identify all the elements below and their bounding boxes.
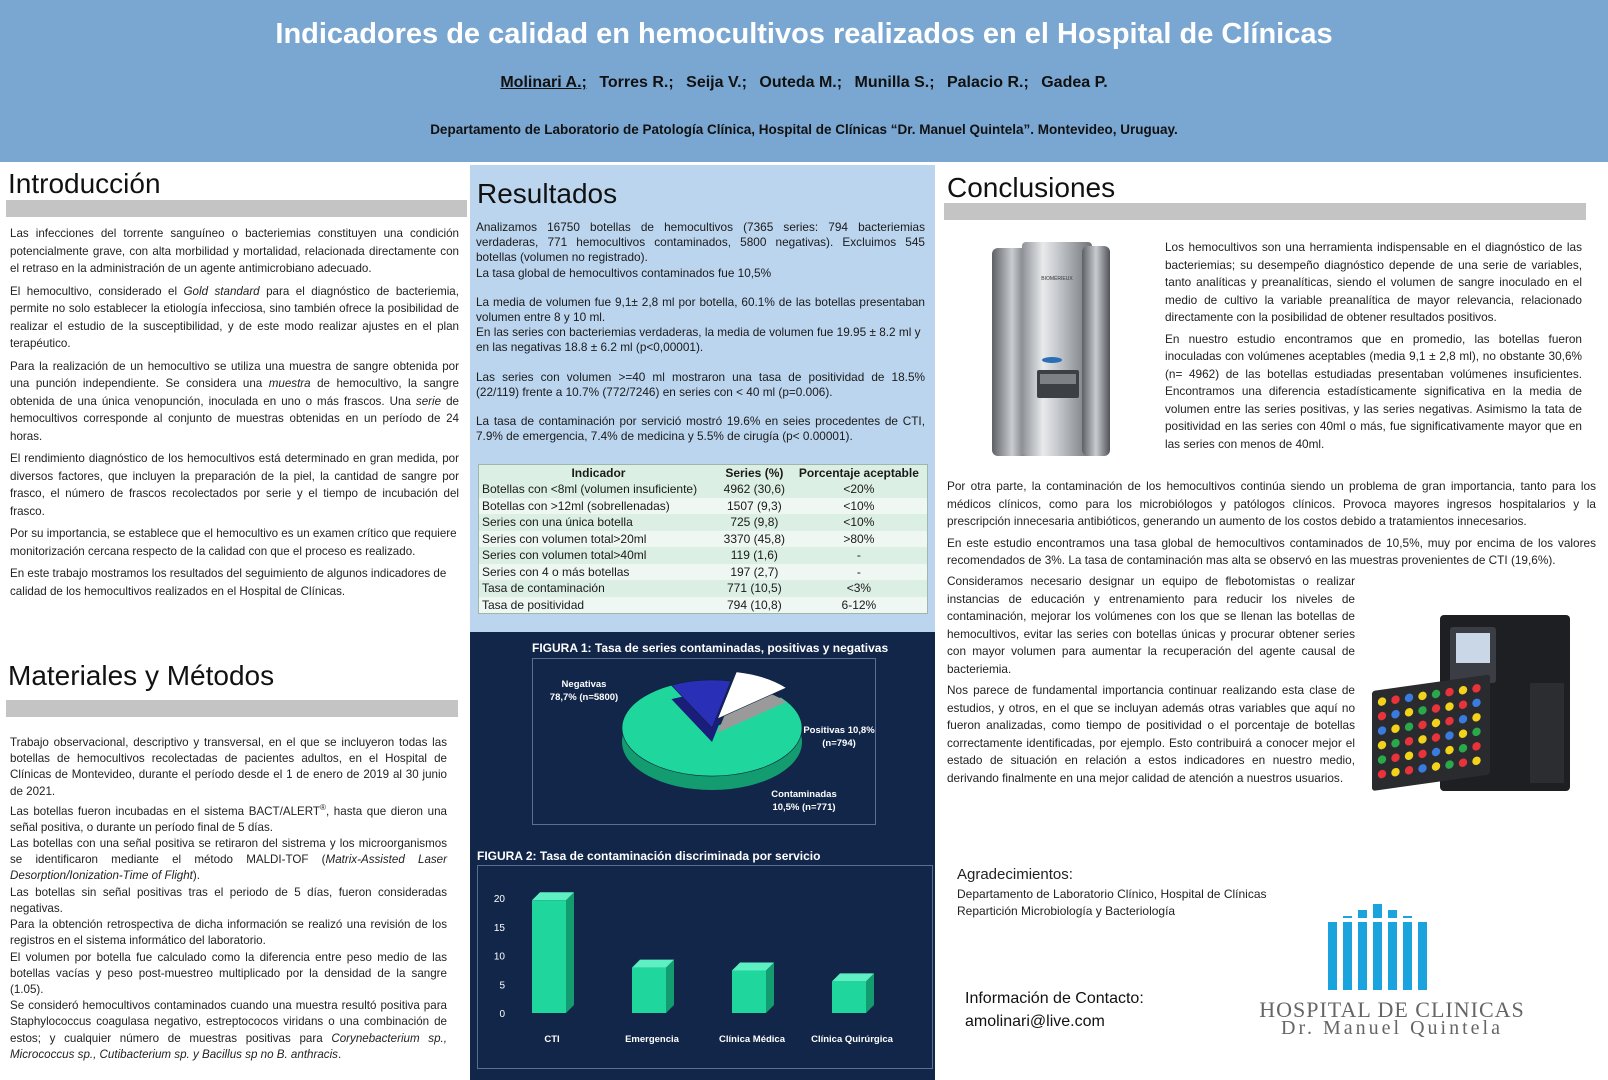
y-tick-label: 20 <box>493 894 505 905</box>
methods-paragraph: Para la obtención retrospectiva de dicha información se realizó una revisión de los registros en el sistema informático del laboratorio. <box>10 918 447 948</box>
table-cell: Series con volumen total>20ml <box>482 531 647 546</box>
x-tick-label: Emergencia <box>625 1034 679 1045</box>
table-cell: 3370 (45,8) <box>723 531 786 546</box>
intro-paragraph: El hemocultivo, considerado el Gold standard para el diagnóstico de bacteriemia, permite no solo establecer la etiología infecciosa, sino también ofrece la posibilidad de realizar el estudio de la susceptibilidad, y de este modo realizar ajustes en el plan terapéutico. <box>10 284 459 350</box>
intro-body <box>10 225 459 605</box>
results-paragraph: En las series con bacteriemias verdaderas, la media de volumen fue 19.95 ± 8.2 ml y en las negativas 18.8 ± 6.2 ml (p<0,00001). <box>476 325 921 355</box>
machine-brand-label: BIOMÉRIEUX <box>1041 276 1073 282</box>
conclusions-paragraph: Los hemocultivos son una herramienta indispensable en el diagnóstico de las bacteriemias; su desempeño diagnóstico depende de una serie de variables, tanto analíticas y preanalíticas, siendo el volumen de sangre inoculado en el medio de cultivo la variable preanalítica de mayor relevancia, relacionado directamente con la posibilidad de obtener resultados positivos. <box>1165 240 1582 324</box>
affiliation: Departamento de Laboratorio de Patología Clínica, Hospital de Clínicas “Dr. Manuel Quintela”. Montevideo, Uruguay. <box>430 122 1178 137</box>
author-list <box>0 74 1608 92</box>
intro-paragraph: En este trabajo mostramos los resultados del seguimiento de algunos indicadores de calidad de los hemocultivos realizados en el Hospital de Clínicas. <box>10 567 447 598</box>
y-axis-ticks <box>494 894 506 1020</box>
conclusions-paragraph: Nos parece de fundamental importancia continuar realizando esta clase de estudios, y otros, en el que se incluyan además otras variables que aquí no fueron analizadas, como tiempo de positividad o el porcentaje de botellas correctamente identificadas, por ejemplo. Esto contribuirá a conocer mejor el estado de situación en relación a estos indicadores en nuestro medio, derivando finalmente en una mejor calidad de atención a nuestros usuarios. <box>947 683 1355 785</box>
table-cell: - <box>856 548 861 562</box>
methods-divider <box>6 700 458 717</box>
acknowledgements <box>957 866 1267 920</box>
acknowledgements-line: Departamento de Laboratorio Clínico, Hospital de Clínicas <box>957 887 1267 901</box>
table-cell: 6-12% <box>841 597 877 612</box>
methods-paragraph: Las botellas con una señal positiva se retiraron del sistrema y los microorganismos se identificaron mediante el método MALDI-TOF (Matrix-Assisted Laser Desorption/Ionization-Time of Flight). <box>10 837 447 883</box>
conclusions-divider <box>944 203 1586 220</box>
logo-bar <box>1373 904 1382 990</box>
figure1-title: FIGURA 1: Tasa de series contaminadas, positivas y negativas <box>532 641 889 655</box>
pie-slices <box>622 672 802 790</box>
figure1-pie-chart <box>532 658 877 826</box>
author: Outeda M.; <box>759 74 843 91</box>
table-cell: 4962 (30,6) <box>723 482 786 496</box>
methods-body <box>10 735 447 1063</box>
figure2-bar-chart <box>477 865 934 1070</box>
pie-sublabel-negativas: 78,7% (n=5800) <box>549 692 619 703</box>
table-cell: Tasa de positividad <box>482 597 585 612</box>
methods-paragraph: Las botellas sin señal positivas tras el periodo de 5 días, fueron consideradas negativas. <box>10 885 447 915</box>
x-axis-labels <box>544 1034 893 1045</box>
logo-bar <box>1328 922 1337 990</box>
bar <box>532 900 566 1013</box>
table-cell: 197 (2,7) <box>730 564 779 579</box>
x-tick-label: Clínica Médica <box>719 1034 785 1045</box>
bactalert-cabinet-image <box>982 240 1117 460</box>
author: Munilla S.; <box>854 74 935 91</box>
results-paragraph: Analizamos 16750 botellas de hemocultivos (7365 series: 794 bacteriemias verdaderas, 771 hemocultivos contaminados, 5800 negativas). Excluimos 545 botellas (volumen no registrado). <box>476 220 925 265</box>
conclusions-paragraph: Consideramos necesario designar un equipo de flebotomistas o realizar instancias de educación y entrenamiento para reducir los niveles de contaminación, mejorar los volúmenes con los que se llenan las botellas de hemocultivos, evitar las series con botellas únicas y procurar obtener series con mayor volumen para aumentar la recuperación del agente causal de bacteriemia. <box>947 574 1355 676</box>
table-row <box>479 580 928 597</box>
author: Gadea P. <box>1041 74 1108 91</box>
conclusions-title: Conclusiones <box>947 172 1116 203</box>
conclusions-body-middle <box>947 478 1596 574</box>
logo-text-line2: Dr. Manuel Quintela <box>1281 1017 1503 1039</box>
table-cell: <10% <box>843 515 875 529</box>
conclusions-paragraph: En nuestro estudio encontramos que en promedio, las botellas fueron inoculadas con volúmenes aceptables (media 9,1 ± 2,8 ml), no obstante 30,6% (n= 4962) de las botellas estudiadas presentaban volúmenes insuficientes. Encontramos una diferencia estadísticamente significativa en la media de volumen entre las series positivas, y las series negativas. Asimismo la tata de positividad en las series con 40ml o más, fue significativamente mayor que en las series con menos de 40ml. <box>1165 331 1582 451</box>
indicators-table <box>478 464 928 614</box>
table-row <box>479 498 928 515</box>
pie-sublabel-positivas: (n=794) <box>822 738 856 749</box>
results-paragraph: La tasa de contaminación por servició mostró 19.6% en seies procedentes de CTI, 7.9% de emergencia, 7.4% de medicina y 5.5% de cirugía (p< 0.00001). <box>476 414 925 444</box>
table-cell: <20% <box>843 482 875 496</box>
table-cell: Tasa de contaminación <box>482 581 605 595</box>
figure2-title: FIGURA 2: Tasa de contaminación discriminada por servicio <box>477 849 821 863</box>
contact-email: amolinari@live.com <box>965 1013 1105 1030</box>
table-cell: 794 (10,8) <box>726 597 782 612</box>
results-paragraph: La tasa global de hemocultivos contaminados fue 10,5% <box>476 265 772 280</box>
table-cell: 771 (10,5) <box>726 581 782 595</box>
intro-title: Introducción <box>8 168 161 199</box>
conclusions-body-bottom <box>947 573 1355 791</box>
y-tick-label: 10 <box>493 951 505 963</box>
methods-paragraph: Trabajo observacional, descriptivo y transversal, en el que se incluyeron todas las botellas de hemocultivos recolectadas de pacientes adultos, en el Hospital de Clínicas de Montevideo, durante el período desde el 1 de enero de 2019 al 30 junio de 2021. <box>10 736 447 798</box>
methods-paragraph: Se consideró hemocultivos contaminados cuando una muestra resultó positiva para Staphylococcus coagulasa negativo, estreptococos viridans o una combinación de estos; y cualquier número de muestras positivas para Corynebacterium sp., Micrococcus sp., Cutibacterium sp. y Bacillus sp no B. anthracis. <box>10 999 447 1061</box>
bar <box>732 970 766 1013</box>
bactalert-virtuo-image <box>1370 613 1572 793</box>
bar <box>632 968 666 1013</box>
methods-paragraph: El volumen por botella fue calculado como la diferencia entre peso medio de las botellas vacías y peso post-muestreo multiplicado por la densidad de la sangre (1.05). <box>10 950 447 996</box>
author: Torres R.; <box>599 74 674 91</box>
table-cell: 725 (9,8) <box>730 515 779 529</box>
pie-label-contaminadas: Contaminadas <box>771 789 837 800</box>
intro-paragraph: Para la realización de un hemocultivo se utiliza una muestra de sangre obtenida por una punción independiente. Se considera una muestra de hemocultivo, la sangre obtenida de una única venopunción, inoculada en uno o más frascos. Una serie de hemocultivos corresponde al conjunto de muestras obtenidas en un período de 24 horas. <box>10 359 459 443</box>
table-row <box>479 547 928 564</box>
poster-header <box>0 0 1608 162</box>
results-paragraph: Las series con volumen >=40 ml mostraron una tasa de positividad de 18.5% (22/119) frente a 10.7% (772/7246) en series con < 40 ml (p=0.006). <box>476 369 925 399</box>
bar <box>832 981 866 1013</box>
pie-sublabel-contaminadas: 10,5% (n=771) <box>772 802 836 813</box>
table-cell: 119 (1,6) <box>730 548 778 562</box>
intro-paragraph: El rendimiento diagnóstico de los hemocultivos está determinado en gran medida, por diversos factores, que incluyen la preparación de la piel, la cantidad de sangre por frasco, el número de frascos recolectados por serie y el tiempo de incubación del frasco. <box>10 452 459 518</box>
y-tick-label: 0 <box>499 1009 505 1020</box>
conclusions-paragraph: En este estudio encontramos una tasa global de hemocultivos contaminados de 10,5%, muy por encima de los valores recomendados de 3%. La tasa de contaminación mas alta se observó en las muestras provenientes de CTI (19,6%). <box>947 535 1596 567</box>
table-header-row <box>479 465 928 482</box>
table-cell: 1507 (9,3) <box>726 498 782 513</box>
table-cell: Botellas con <8ml (volumen insuficiente) <box>482 482 698 496</box>
acknowledgements-title: Agradecimientos: <box>957 866 1073 883</box>
table-cell: Series con una única botella <box>482 515 633 529</box>
pie-label-positivas: Positivas 10,8% <box>803 725 875 736</box>
pie-label-negativas: Negativas <box>561 679 607 690</box>
x-tick-label: Clínica Quirúrgica <box>811 1034 893 1045</box>
poster-title: Indicadores de calidad en hemocultivos realizados en el Hospital de Clínicas <box>275 18 1333 50</box>
results-title: Resultados <box>477 178 618 209</box>
hospital-logo <box>1240 900 1540 992</box>
table-row <box>479 481 928 498</box>
contact-info <box>965 987 1144 1033</box>
logo-bar <box>1403 916 1412 990</box>
author: Palacio R.; <box>946 74 1029 91</box>
logo-bars-icon <box>1320 904 1438 990</box>
logo-bar <box>1418 922 1427 990</box>
table-header: Indicador <box>571 466 626 480</box>
acknowledgements-line: Repartición Microbiología y Bacteriología <box>957 904 1176 918</box>
y-tick-label: 5 <box>499 980 505 992</box>
logo-bar <box>1343 916 1352 990</box>
methods-title: Materiales y Métodos <box>8 660 275 691</box>
bar-side <box>566 892 574 1013</box>
author: Molinari A.; <box>500 74 587 91</box>
intro-paragraph: Por su importancia, se establece que el hemocultivo es un examen crítico que requiere monitorización cercana respecto de la calidad con que el proceso es realizado. <box>10 527 457 558</box>
intro-paragraph: Las infecciones del torrente sanguíneo o bacteriemias constituyen una condición potencialmente grave, con alta morbilidad y mortalidad, relacionada directamente con el retraso en la administración de un agente antimicrobiano adecuado. <box>10 227 459 275</box>
bars <box>532 892 874 1013</box>
table-row <box>479 564 928 581</box>
table-header: Porcentaje aceptable <box>798 466 919 480</box>
table-cell: - <box>856 564 861 579</box>
logo-stripe <box>1320 918 1438 922</box>
bar-side <box>766 962 774 1013</box>
table-row <box>479 531 928 548</box>
table-cell: Botellas con >12ml (sobrellenadas) <box>482 498 670 513</box>
logo-text-line1: HOSPITAL DE CLINICAS <box>1259 997 1525 1022</box>
x-tick-label: CTI <box>544 1034 560 1045</box>
table-cell: <3% <box>846 581 872 595</box>
bar-side <box>666 960 674 1013</box>
intro-divider <box>6 200 467 217</box>
table-cell: >80% <box>843 531 875 546</box>
results-paragraph: La media de volumen fue 9,1± 2,8 ml por botella, 60.1% de las botellas presentaban volumen entre 8 y 10 ml. <box>476 294 925 325</box>
results-body <box>476 220 925 444</box>
methods-paragraph: Las botellas fueron incubadas en el sistema BACT/ALERT®, hasta que dieron una señal positiva, o durante un período final de 5 días. <box>10 802 447 834</box>
table-cell: Series con 4 o más botellas <box>482 564 630 579</box>
table-cell: Series con volumen total>40ml <box>482 548 647 562</box>
table-row <box>479 514 928 531</box>
author: Seija V.; <box>686 74 747 91</box>
table-row <box>479 597 928 614</box>
table-header: Series (%) <box>725 466 784 480</box>
contact-title: Información de Contacto: <box>965 990 1144 1007</box>
conclusions-body-top <box>1165 239 1582 457</box>
conclusions-paragraph: Por otra parte, la contaminación de los hemocultivos continúa siendo un problema de gran importancia, tanto para los médicos clínicos, como para los microbiólogos y patólogos clínicos. Provoca mayores ingresos hospitalarios y la prescripción innecesaria antibióticos, generando un aumento de los costos debido a tratamientos innecesarios. <box>947 479 1596 528</box>
y-tick-label: 15 <box>493 922 505 934</box>
table-cell: <10% <box>843 498 875 513</box>
